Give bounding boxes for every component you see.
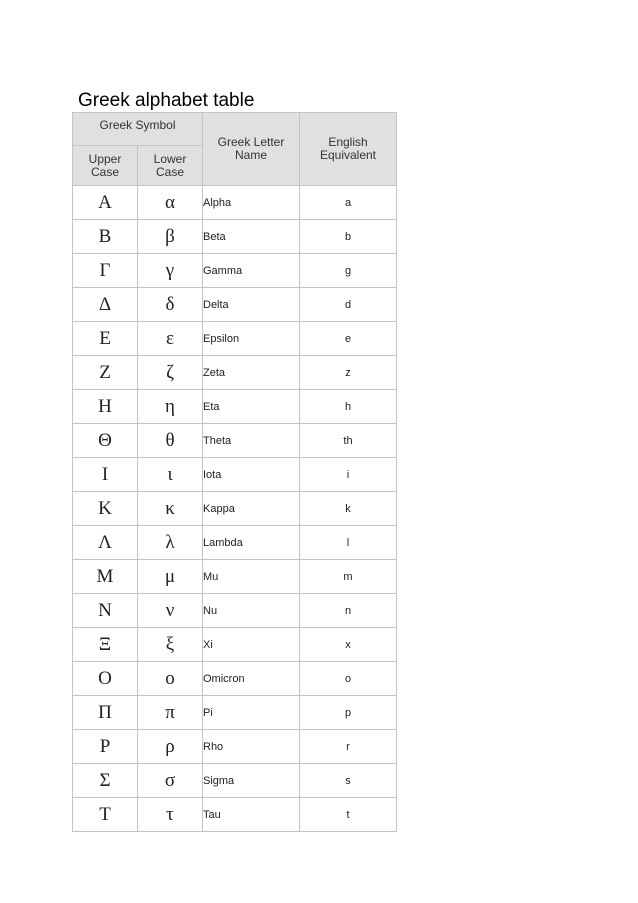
lower-case-letter: π [138, 696, 203, 730]
letter-name: Eta [203, 390, 300, 424]
english-equivalent: b [300, 220, 397, 254]
table-row [73, 662, 397, 696]
english-equivalent: p [300, 696, 397, 730]
upper-case-letter: Α [73, 186, 138, 220]
upper-case-letter: Κ [73, 492, 138, 526]
upper-case-letter: Ζ [73, 356, 138, 390]
upper-case-letter: Γ [73, 254, 138, 288]
table-row [73, 186, 397, 220]
lower-case-letter: δ [138, 288, 203, 322]
english-equivalent: n [300, 594, 397, 628]
lower-case-letter: σ [138, 764, 203, 798]
english-equivalent: k [300, 492, 397, 526]
table-row [73, 594, 397, 628]
lower-case-letter: α [138, 186, 203, 220]
lower-case-letter: κ [138, 492, 203, 526]
upper-case-letter: Λ [73, 526, 138, 560]
lower-case-letter: ι [138, 458, 203, 492]
letter-name: Rho [203, 730, 300, 764]
upper-case-letter: Ν [73, 594, 138, 628]
table-row [73, 288, 397, 322]
letter-name: Iota [203, 458, 300, 492]
letter-name: Mu [203, 560, 300, 594]
english-equivalent: g [300, 254, 397, 288]
lower-case-letter: β [138, 220, 203, 254]
table-row [73, 458, 397, 492]
table-row [73, 730, 397, 764]
letter-name: Epsilon [203, 322, 300, 356]
table-body [73, 186, 397, 832]
english-equivalent: m [300, 560, 397, 594]
lower-case-letter: η [138, 390, 203, 424]
lower-case-letter: γ [138, 254, 203, 288]
english-equivalent: a [300, 186, 397, 220]
lower-case-letter: ο [138, 662, 203, 696]
lower-case-letter: θ [138, 424, 203, 458]
letter-name: Lambda [203, 526, 300, 560]
table-row [73, 560, 397, 594]
letter-name: Sigma [203, 764, 300, 798]
letter-name: Omicron [203, 662, 300, 696]
lower-case-header: Lower Case [138, 146, 203, 186]
letter-name: Delta [203, 288, 300, 322]
lower-case-letter: λ [138, 526, 203, 560]
upper-case-letter: Ε [73, 322, 138, 356]
letter-name: Alpha [203, 186, 300, 220]
greek-alphabet-table [72, 112, 397, 832]
upper-case-letter: Τ [73, 798, 138, 832]
lower-case-letter: ε [138, 322, 203, 356]
english-equivalent: s [300, 764, 397, 798]
table-row [73, 492, 397, 526]
upper-case-letter: Σ [73, 764, 138, 798]
lower-case-letter: ξ [138, 628, 203, 662]
letter-name: Zeta [203, 356, 300, 390]
english-equivalent: i [300, 458, 397, 492]
english-equivalent: e [300, 322, 397, 356]
upper-case-letter: Ι [73, 458, 138, 492]
upper-case-header: Upper Case [73, 146, 138, 186]
letter-name: Kappa [203, 492, 300, 526]
table-row [73, 220, 397, 254]
english-equivalent: d [300, 288, 397, 322]
lower-case-letter: ρ [138, 730, 203, 764]
letter-name: Gamma [203, 254, 300, 288]
table-row [73, 322, 397, 356]
page-title: Greek alphabet table [78, 90, 255, 111]
english-equivalent: l [300, 526, 397, 560]
upper-case-letter: Θ [73, 424, 138, 458]
letter-name: Beta [203, 220, 300, 254]
table-row [73, 390, 397, 424]
upper-case-letter: Ρ [73, 730, 138, 764]
english-equivalent: z [300, 356, 397, 390]
table-row [73, 696, 397, 730]
upper-case-letter: Π [73, 696, 138, 730]
letter-name: Xi [203, 628, 300, 662]
english-equivalent: x [300, 628, 397, 662]
english-equivalent: t [300, 798, 397, 832]
english-equivalent: th [300, 424, 397, 458]
table-row [73, 356, 397, 390]
letter-name-header: Greek Letter Name [203, 113, 300, 186]
english-equivalent: h [300, 390, 397, 424]
table-header [73, 113, 397, 186]
lower-case-letter: ζ [138, 356, 203, 390]
lower-case-letter: ν [138, 594, 203, 628]
letter-name: Tau [203, 798, 300, 832]
table-row [73, 526, 397, 560]
letter-name: Theta [203, 424, 300, 458]
upper-case-letter: Ξ [73, 628, 138, 662]
upper-case-letter: Η [73, 390, 138, 424]
greek-symbol-header: Greek Symbol [73, 113, 203, 146]
table-row [73, 254, 397, 288]
letter-name: Pi [203, 696, 300, 730]
upper-case-letter: Δ [73, 288, 138, 322]
lower-case-letter: μ [138, 560, 203, 594]
upper-case-letter: Μ [73, 560, 138, 594]
letter-name: Nu [203, 594, 300, 628]
upper-case-letter: Β [73, 220, 138, 254]
table-row [73, 628, 397, 662]
table-row [73, 764, 397, 798]
english-equivalent: o [300, 662, 397, 696]
lower-case-letter: τ [138, 798, 203, 832]
english-equivalent: r [300, 730, 397, 764]
table-row [73, 798, 397, 832]
table-row [73, 424, 397, 458]
english-equivalent-header: English Equivalent [300, 113, 397, 186]
upper-case-letter: Ο [73, 662, 138, 696]
